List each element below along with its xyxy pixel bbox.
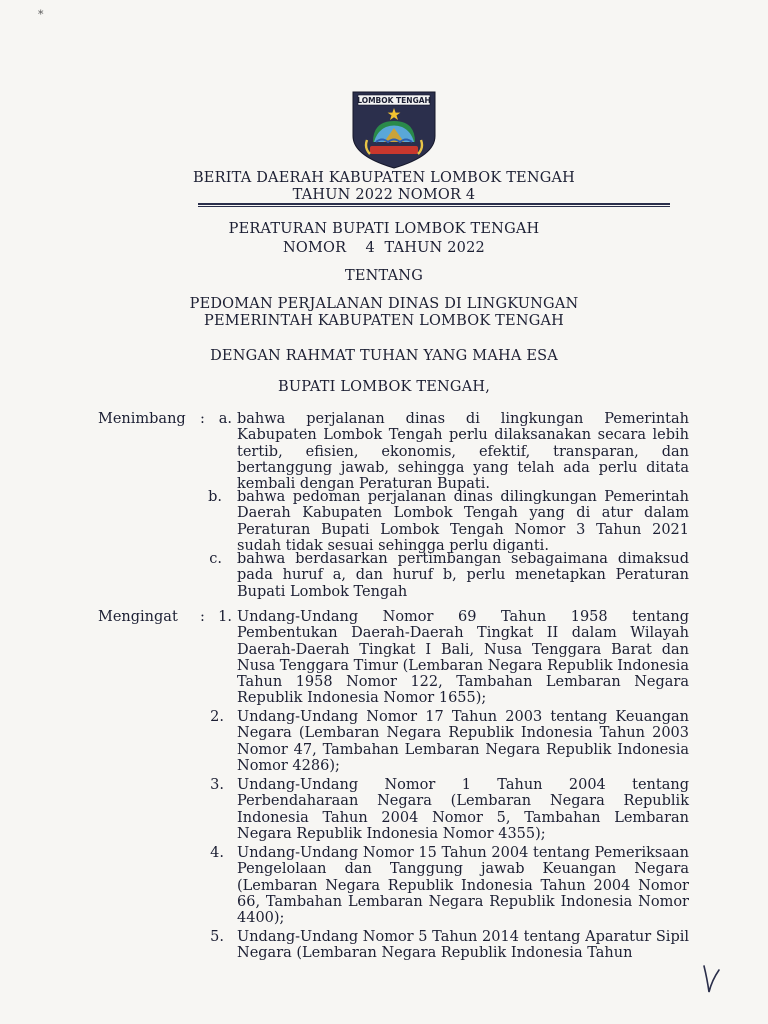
corner-mark: * — [38, 8, 44, 21]
menimbang-item-c: bahwa berdasarkan pertimbangan sebagaimana dimaksud pada huruf a, dan huruf b, perlu menetapkan Peraturan Bupati Lombok Tengah — [237, 551, 689, 600]
menimbang-colon: : — [200, 411, 205, 427]
regulation-about: TENTANG — [345, 268, 423, 284]
regulation-number: NOMOR 4 TAHUN 2022 — [283, 240, 485, 256]
gazette-title: BERITA DAERAH KABUPATEN LOMBOK TENGAH — [192, 170, 576, 186]
header-rule — [198, 203, 670, 205]
regent-title: BUPATI LOMBOK TENGAH, — [277, 379, 491, 395]
regulation-subject-line2: PEMERINTAH KABUPATEN LOMBOK TENGAH — [203, 313, 565, 329]
svg-text:LOMBOK TENGAH: LOMBOK TENGAH — [357, 95, 431, 105]
grace-statement: DENGAN RAHMAT TUHAN YANG MAHA ESA — [210, 348, 558, 364]
mengingat-item-1: Undang-Undang Nomor 69 Tahun 1958 tentang Pembentukan Daerah-Daerah Tingkat II dalam Wilayah Daerah-Daerah Tingkat I Bali, Nusa Tenggara Barat dan Nusa Tenggara Timur (Lembaran Negara Republik Indonesia Tahun 1958 Nomor 122, Tambahan Lembaran Negara Republik Indonesia Nomor 1655); — [237, 609, 689, 707]
menimbang-marker-b: b. — [208, 489, 222, 505]
menimbang-item-a: bahwa perjalanan dinas di lingkungan Pemerintah Kabupaten Lombok Tengah perlu dilaksanakan secara lebih tertib, efisien, ekonomis, efektif, transparan, dan bertanggung jawab, sehingga yang telah ada perlu ditata kembali dengan Peraturan Bupati. — [237, 411, 689, 493]
mengingat-item-2: Undang-Undang Nomor 17 Tahun 2003 tentang Keuangan Negara (Lembaran Negara Republik Indonesia Tahun 2003 Nomor 47, Tambahan Lembaran Negara Republik Indonesia Nomor 4286); — [237, 709, 689, 774]
menimbang-item-b: bahwa pedoman perjalanan dinas dilingkungan Pemerintah Daerah Kabupaten Lombok Tengah yang di atur dalam Peraturan Bupati Lombok Tengah Nomor 3 Tahun 2021 sudah tidak sesuai sehingga perlu diganti. — [237, 489, 689, 554]
header-rule-thin — [198, 206, 670, 207]
lombok-tengah-emblem — [350, 90, 438, 170]
menimbang-marker-c: c. — [209, 551, 222, 567]
mengingat-item-3: Undang-Undang Nomor 1 Tahun 2004 tentang Perbendaharaan Negara (Lembaran Negara Republik Indonesia Tahun 2004 Nomor 5, Tambahan Lembaran Negara Republik Indonesia Nomor 4355); — [237, 777, 689, 842]
mengingat-marker-3: 3. — [210, 777, 224, 793]
regulation-title: PERATURAN BUPATI LOMBOK TENGAH — [228, 221, 540, 237]
menimbang-marker-a: a. — [218, 411, 232, 427]
mengingat-marker-2: 2. — [210, 709, 224, 725]
mengingat-item-4: Undang-Undang Nomor 15 Tahun 2004 tentang Pemeriksaan Pengelolaan dan Tanggung jawab Keuangan Negara (Lembaran Negara Republik Indonesia Tahun 2004 Nomor 66, Tambahan Lembaran Negara Republik Indonesia Nomor 4400); — [237, 845, 689, 927]
mengingat-colon: : — [200, 609, 205, 625]
handwritten-initial-mark — [700, 962, 722, 996]
mengingat-marker-1: 1. — [218, 609, 232, 625]
mengingat-marker-5: 5. — [210, 929, 224, 945]
mengingat-item-5: Undang-Undang Nomor 5 Tahun 2014 tentang Aparatur Sipil Negara (Lembaran Negara Republik Indonesia Tahun — [237, 929, 689, 962]
menimbang-label: Menimbang — [98, 411, 186, 427]
gazette-number: TAHUN 2022 NOMOR 4 — [292, 187, 476, 203]
regulation-subject-line1: PEDOMAN PERJALANAN DINAS DI LINGKUNGAN — [189, 296, 579, 312]
mengingat-marker-4: 4. — [210, 845, 224, 861]
mengingat-label: Mengingat — [98, 609, 178, 625]
